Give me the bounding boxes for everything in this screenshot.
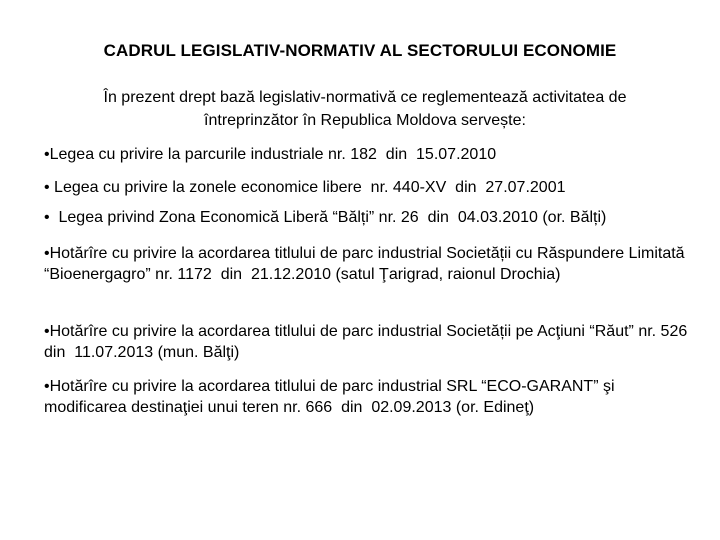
list-item: •Legea cu privire la parcurile industriale nr. 182 din 15.07.2010 (44, 146, 497, 163)
intro-paragraph: În prezent drept bază legislativ-normativă ce reglementează activitatea de întreprinzător în Republica Moldova servește: (103, 89, 627, 129)
list-item: •Hotărîre cu privire la acordarea titlului de parc industrial SRL “ECO-GARANT” şi modificarea destinaţiei unui teren nr. 666 din 02.09.2013 (or. Edineţ) (44, 378, 619, 416)
slide-title: CADRUL LEGISLATIV-NORMATIV AL SECTORULUI ECONOMIE (103, 41, 617, 60)
list-item: •Hotărîre cu privire la acordarea titlului de parc industrial Societății cu Răspundere Limitată “Bioenergagro” nr. 1172 din 21.12.2010 (satul Ţarigrad, raionul Drochia) (44, 245, 690, 283)
list-item: • Legea privind Zona Economică Liberă “Bălți” nr. 26 din 04.03.2010 (or. Bălți) (44, 209, 607, 226)
list-item: •Hotărîre cu privire la acordarea titlului de parc industrial Societății pe Acţiuni “Răut” nr. 526 din 11.07.2013 (mun. Bălţi) (44, 323, 697, 361)
list-item: • Legea cu privire la zonele economice libere nr. 440-XV din 27.07.2001 (44, 179, 566, 196)
